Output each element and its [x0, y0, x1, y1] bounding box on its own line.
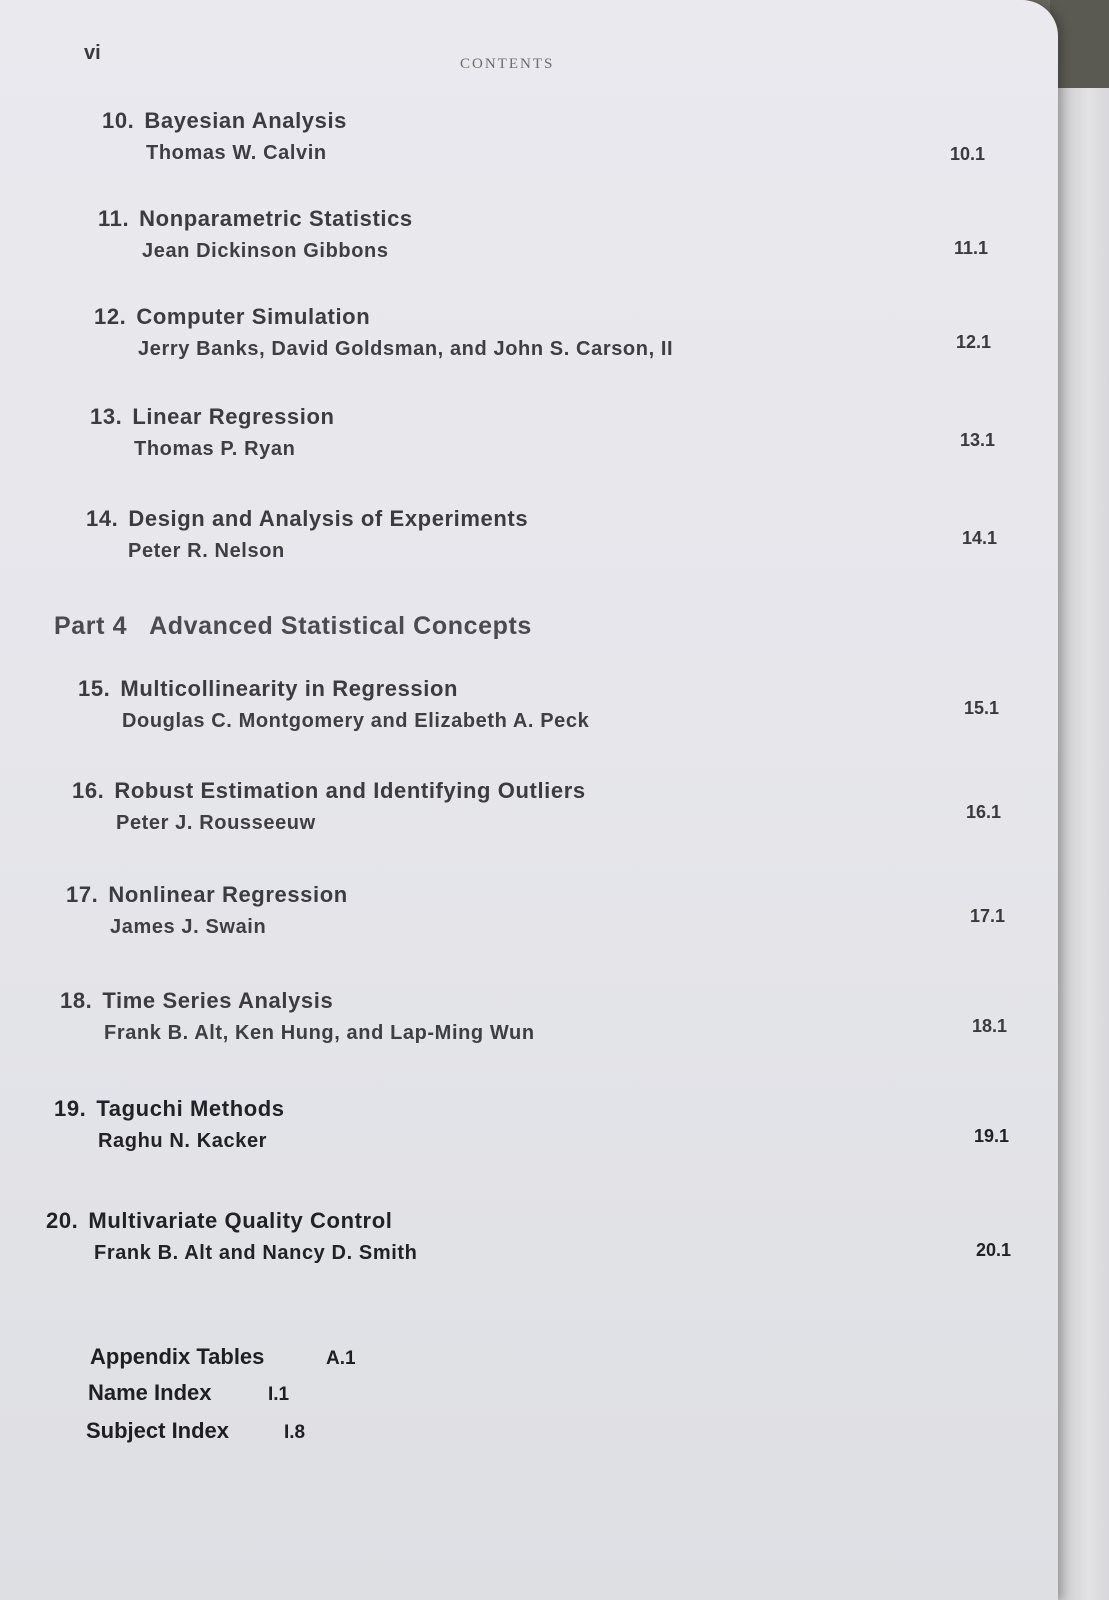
chapter-page: 15.1	[964, 698, 1000, 718]
toc-entry-chapter-16[interactable]	[72, 778, 1012, 848]
toc-entry-chapter-10[interactable]	[102, 108, 1002, 178]
chapter-author: Thomas W. Calvin	[146, 142, 327, 164]
back-matter-appendix-tables[interactable]	[90, 1344, 390, 1376]
chapter-page: 11.1	[954, 238, 989, 258]
chapter-title	[60, 988, 333, 1014]
chapter-title	[78, 676, 458, 702]
chapter-page: 19.1	[974, 1126, 1010, 1146]
chapter-title	[94, 304, 370, 330]
chapter-number: 20.	[46, 1208, 79, 1233]
chapter-title-text: Nonparametric Statistics	[139, 206, 413, 231]
back-matter-title: Name Index	[88, 1380, 212, 1405]
chapter-title	[72, 778, 586, 804]
chapter-author: Peter J. Rousseeuw	[116, 812, 316, 834]
chapter-number: 12.	[94, 304, 127, 329]
back-matter-page: A.1	[326, 1348, 356, 1369]
chapter-author: Thomas P. Ryan	[134, 438, 296, 460]
back-matter-page: I.1	[268, 1384, 290, 1405]
toc-entry-chapter-13[interactable]	[90, 404, 1010, 474]
chapter-title-text: Nonlinear Regression	[108, 882, 348, 907]
chapter-author: Peter R. Nelson	[128, 540, 285, 562]
chapter-title-text: Multivariate Quality Control	[88, 1208, 393, 1233]
toc-entry-chapter-20[interactable]	[46, 1208, 1026, 1282]
toc-entry-chapter-12[interactable]	[94, 304, 1004, 374]
next-page-edge	[1058, 88, 1109, 1600]
chapter-number: 14.	[86, 506, 119, 531]
toc-entry-chapter-18[interactable]	[60, 988, 1020, 1062]
toc-entry-chapter-19[interactable]	[54, 1096, 1024, 1170]
back-matter-page: I.8	[284, 1422, 306, 1443]
chapter-number: 15.	[78, 676, 111, 701]
chapter-page: 13.1	[960, 430, 996, 450]
chapter-author: Douglas C. Montgomery and Elizabeth A. Peck	[122, 710, 590, 732]
toc-entry-chapter-17[interactable]	[66, 882, 1016, 952]
toc-entry-chapter-14[interactable]	[86, 506, 1006, 576]
chapter-page: 16.1	[966, 802, 1002, 822]
chapter-title	[98, 206, 413, 232]
chapter-number: 16.	[72, 778, 105, 803]
chapter-title	[86, 506, 528, 532]
chapter-author: Raghu N. Kacker	[98, 1130, 268, 1152]
chapter-number: 10.	[102, 108, 135, 133]
chapter-author: James J. Swain	[110, 916, 267, 938]
background-desk	[1050, 0, 1109, 88]
chapter-number: 19.	[54, 1096, 87, 1121]
chapter-title-text: Robust Estimation and Identifying Outliers	[114, 778, 586, 803]
chapter-page: 18.1	[972, 1016, 1008, 1036]
chapter-author: Jerry Banks, David Goldsman, and John S. Carson, II	[138, 338, 674, 360]
chapter-page: 10.1	[950, 144, 986, 164]
toc-entry-chapter-15[interactable]	[78, 676, 1008, 746]
chapter-title-text: Computer Simulation	[136, 304, 371, 329]
back-matter-name-index[interactable]	[88, 1380, 348, 1412]
page-number: vi	[84, 42, 101, 64]
chapter-title	[46, 1208, 392, 1234]
toc-entry-chapter-11[interactable]	[98, 206, 998, 276]
chapter-number: 11.	[98, 206, 130, 231]
back-matter-title: Appendix Tables	[90, 1344, 265, 1369]
chapter-title	[102, 108, 347, 134]
back-matter-title: Subject Index	[86, 1418, 230, 1443]
chapter-title-text: Linear Regression	[132, 404, 335, 429]
chapter-number: 17.	[66, 882, 99, 907]
running-head: CONTENTS	[460, 56, 555, 72]
chapter-number: 13.	[90, 404, 123, 429]
chapter-title	[66, 882, 348, 908]
part-title: Advanced Statistical Concepts	[149, 612, 532, 640]
chapter-number: 18.	[60, 988, 93, 1013]
back-matter-subject-index[interactable]	[86, 1418, 346, 1450]
chapter-page: 12.1	[956, 332, 992, 352]
chapter-page: 14.1	[962, 528, 998, 548]
chapter-page: 17.1	[970, 906, 1006, 926]
chapter-title-text: Design and Analysis of Experiments	[128, 506, 529, 531]
chapter-title-text: Bayesian Analysis	[144, 108, 347, 133]
chapter-title-text: Taguchi Methods	[96, 1096, 285, 1121]
chapter-title	[54, 1096, 285, 1122]
chapter-author: Frank B. Alt and Nancy D. Smith	[94, 1242, 418, 1264]
chapter-title	[90, 404, 335, 430]
chapter-title-text: Time Series Analysis	[102, 988, 334, 1013]
part-label: Part 4	[54, 612, 128, 640]
part-heading	[54, 612, 532, 641]
chapter-title-text: Multicollinearity in Regression	[120, 676, 459, 701]
chapter-page: 20.1	[976, 1240, 1012, 1260]
chapter-author: Frank B. Alt, Ken Hung, and Lap-Ming Wun	[104, 1022, 535, 1044]
chapter-author: Jean Dickinson Gibbons	[142, 240, 389, 262]
